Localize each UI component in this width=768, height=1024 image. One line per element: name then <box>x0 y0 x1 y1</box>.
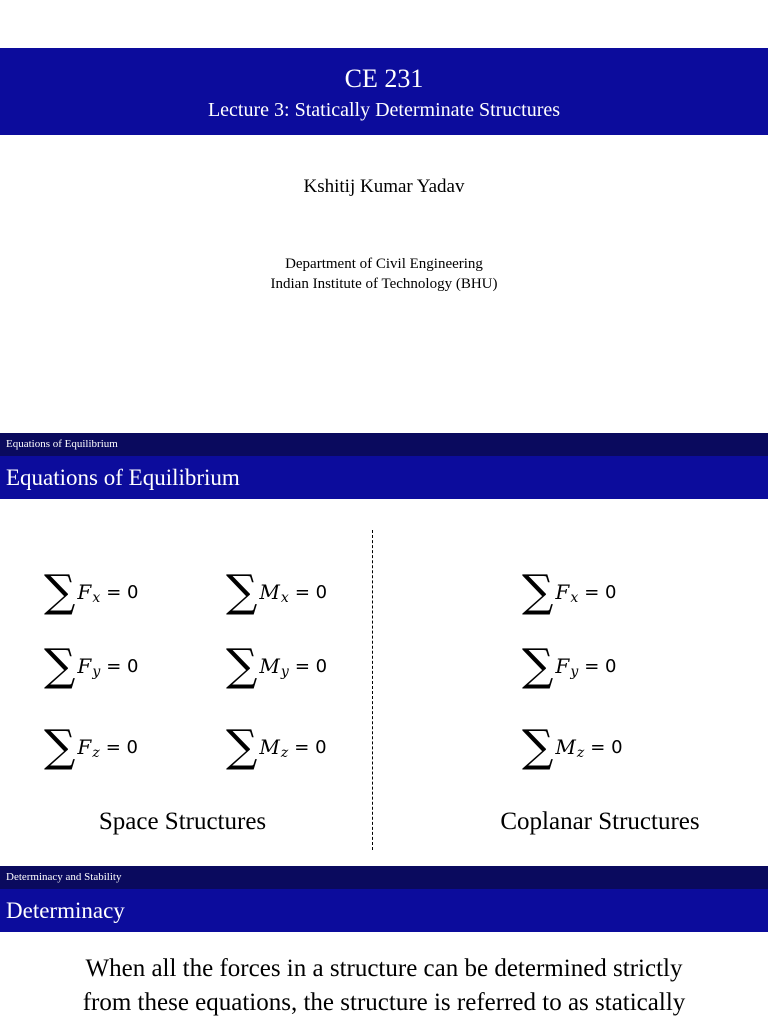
equation-variable: M <box>259 654 280 678</box>
equation-rhs: = 0 <box>106 655 139 677</box>
equation-variable: M <box>259 735 280 759</box>
author-name: Kshitij Kumar Yadav <box>303 176 465 197</box>
equation-sum-mz-coplanar <box>522 722 623 772</box>
frame-title-determinacy: Determinacy <box>0 889 768 932</box>
equation-subscript: z <box>576 745 585 761</box>
equation-variable: F <box>77 580 92 604</box>
equation-subscript: x <box>280 590 289 606</box>
equation-variable: M <box>259 580 280 604</box>
equation-rhs: = 0 <box>294 655 328 677</box>
sigma-symbol: ∑ <box>522 566 554 617</box>
equation-subscript: y <box>570 664 579 680</box>
equation-rhs: = 0 <box>105 736 138 758</box>
equation-subscript: x <box>92 590 101 606</box>
equation-variable: M <box>555 735 576 759</box>
equation-variable: F <box>77 654 92 678</box>
equation-sum-fy-space <box>44 641 139 691</box>
sigma-symbol: ∑ <box>522 721 554 772</box>
equation-rhs: = 0 <box>584 581 617 603</box>
determinacy-body-text <box>0 952 768 1020</box>
caption-space-structures: Space Structures <box>98 808 267 835</box>
equation-rhs: = 0 <box>294 736 327 758</box>
equation-subscript: z <box>92 745 100 761</box>
sigma-symbol: ∑ <box>522 640 554 691</box>
equation-sum-fx-space <box>44 567 138 617</box>
equation-rhs: = 0 <box>106 581 139 603</box>
equation-subscript: x <box>570 590 579 606</box>
breadcrumb-determinacy[interactable]: Determinacy and Stability <box>0 866 768 889</box>
body-line-1: When all the forces in a structure can be determined strictly <box>85 955 683 982</box>
body-line-2: from these equations, the structure is referred to as statically <box>82 989 686 1016</box>
equation-sum-fx-coplanar <box>522 567 616 617</box>
course-title: CE 231 <box>344 64 424 93</box>
equation-rhs: = 0 <box>294 581 328 603</box>
equation-variable: F <box>555 654 570 678</box>
sigma-symbol: ∑ <box>226 721 258 772</box>
caption-coplanar-structures: Coplanar Structures <box>500 808 700 835</box>
sigma-symbol: ∑ <box>44 566 76 617</box>
sigma-symbol: ∑ <box>226 640 258 691</box>
equation-variable: F <box>555 580 570 604</box>
equation-subscript: y <box>280 664 289 680</box>
institute-name: Indian Institute of Technology (BHU) <box>270 276 498 292</box>
equation-subscript: y <box>92 664 101 680</box>
equation-sum-fz-space <box>44 722 138 772</box>
equation-sum-mx-space <box>226 567 327 617</box>
frame-title-equilibrium: Equations of Equilibrium <box>0 456 768 499</box>
sigma-symbol: ∑ <box>226 566 258 617</box>
lecture-subtitle: Lecture 3: Statically Determinate Structures <box>207 99 561 121</box>
equation-rhs: = 0 <box>584 655 617 677</box>
equation-sum-my-space <box>226 641 327 691</box>
equation-sum-mz-space <box>226 722 327 772</box>
equation-sum-fy-coplanar <box>522 641 617 691</box>
equation-variable: F <box>77 735 92 759</box>
title-band <box>0 48 768 135</box>
department-name: Department of Civil Engineering <box>285 256 483 272</box>
column-divider <box>372 530 373 850</box>
breadcrumb-equilibrium[interactable]: Equations of Equilibrium <box>0 433 768 456</box>
sigma-symbol: ∑ <box>44 721 76 772</box>
sigma-symbol: ∑ <box>44 640 76 691</box>
equation-rhs: = 0 <box>590 736 623 758</box>
equation-subscript: z <box>280 745 289 761</box>
